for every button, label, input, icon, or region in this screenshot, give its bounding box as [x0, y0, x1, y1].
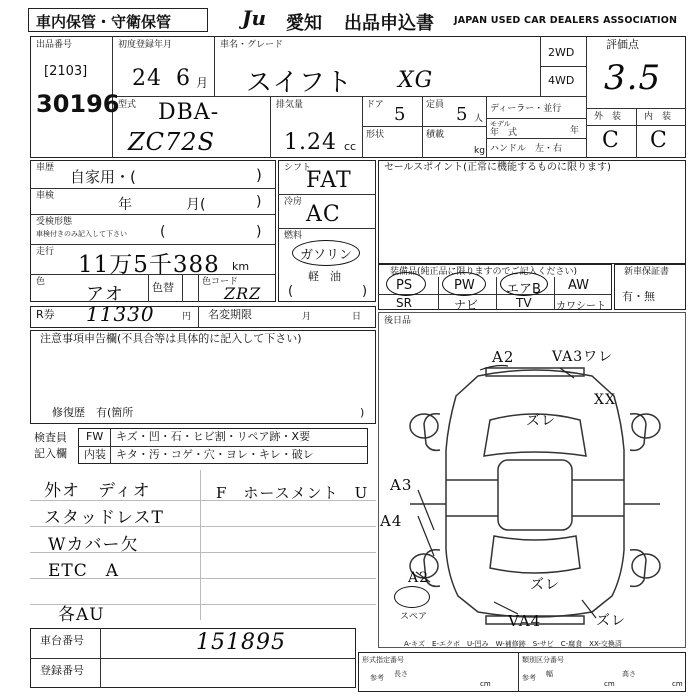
height-label: 高さ: [622, 670, 636, 678]
fw-items: キズ・凹・石・ヒビ割・リペア跡・X要: [116, 430, 311, 443]
registration-number-label: 登録番号: [40, 664, 84, 677]
equipment-label: 装備品(純正品に限りますのでご記入ください): [390, 267, 578, 277]
width-unit: cm: [604, 680, 615, 688]
interior-grade: C: [650, 128, 668, 153]
exterior-grade: C: [602, 128, 620, 153]
sales-points-box: [378, 160, 686, 264]
history-close: ): [256, 166, 262, 184]
storage-note: 車内保管・守衛保管: [36, 13, 172, 31]
shift-label: シフト: [284, 163, 312, 173]
doors-label: ドア: [366, 100, 384, 110]
warranty-value: 有・無: [622, 290, 655, 303]
load-label: 積載: [426, 130, 445, 140]
equipment-item-sr: SR: [396, 296, 412, 310]
color: アオ: [86, 284, 124, 305]
repair-close: ): [360, 406, 365, 419]
exterior-label: 外 装: [594, 112, 622, 122]
note-line-6: 各AU: [58, 605, 105, 625]
lot-number: 30196: [36, 90, 120, 118]
fuel-open: (: [288, 284, 294, 299]
circle-ps: [386, 272, 426, 296]
displacement-label: 排気量: [276, 100, 304, 110]
fuel-gasoline: ガソリン: [300, 248, 353, 263]
capacity-unit: 人: [474, 114, 484, 124]
registration-year: 24: [132, 66, 162, 91]
import-label: ディーラー・並行: [490, 104, 562, 114]
sales-points-label: セールスポイント(正常に機能するものに限ります): [384, 162, 611, 173]
note-line-1: 外オ ディオ: [44, 481, 151, 501]
warranty-label: 新車保証書: [624, 267, 670, 277]
fuel-close: ): [362, 284, 368, 299]
note-line-2: スタッドレスT: [44, 508, 164, 528]
damage-mark-a3: A3: [390, 476, 413, 494]
spare-tire-icon: [394, 586, 430, 608]
inspector-label-1: 検査員: [34, 431, 67, 444]
car-name: スイフト: [246, 68, 353, 98]
registration-label: 初度登録年月: [118, 40, 173, 50]
damage-mark-va3: VA3ワレ: [552, 349, 614, 365]
model-code: ZC72S: [128, 128, 216, 156]
note-line-4: ETC A: [48, 561, 120, 581]
lot-code: [2103]: [44, 64, 88, 79]
inspection-label: 車検: [36, 191, 55, 201]
capacity: 5: [456, 104, 469, 125]
inspection-month: 月(: [186, 197, 206, 213]
model-year-label-top: モデル: [490, 120, 511, 128]
ju-logo: Ju: [242, 6, 267, 30]
equipment-item-ps: PS: [396, 278, 413, 293]
note-line-5: F ホースメント U: [216, 484, 369, 502]
displacement: 1.24: [284, 130, 337, 155]
rating-score: 3.5: [604, 58, 662, 98]
rating-label: 評価点: [606, 38, 639, 51]
ref-label-1: 参考: [370, 674, 384, 682]
spare-label: スペア: [400, 612, 428, 622]
interior-items: キタ・汚・コゲ・穴・ヨレ・キレ・破レ: [116, 448, 314, 461]
height-unit: cm: [672, 680, 683, 688]
circle-pw: [442, 272, 486, 296]
lot-label: 出品番号: [36, 40, 73, 50]
handle-label: ハンドル 左・右: [490, 144, 563, 154]
notes-label: 注意事項申告欄(不具合等は具体的に記入して下さい): [40, 332, 302, 345]
form-title: 出品申込書: [344, 13, 434, 34]
mileage-label: 走行: [36, 247, 55, 257]
damage-mark-zure-mid: ズレ: [530, 577, 560, 593]
history-label: 車歴: [36, 163, 55, 173]
color-label: 色: [36, 277, 46, 287]
name-change-day: 日: [352, 312, 362, 322]
ac-value: AC: [306, 202, 341, 227]
damage-mark-a4: A4: [380, 512, 403, 530]
recycle-box: [30, 306, 376, 328]
recycle-unit: 円: [182, 312, 192, 322]
form-sub: 車検付きのみ記入して下さい: [36, 230, 127, 238]
fw-label: FW: [86, 430, 104, 443]
ref-label-2: 参考: [522, 674, 536, 682]
car-name-label: 車名・グレード: [220, 40, 284, 50]
shape-label: 形状: [366, 130, 385, 140]
mileage-unit: km: [232, 260, 250, 273]
form-open: (: [160, 224, 166, 240]
fuel-label: 燃料: [284, 231, 303, 241]
car-grade: XG: [398, 68, 434, 93]
shift-value: FAT: [306, 168, 352, 193]
color-code-label: 色コード: [202, 277, 239, 287]
equipment-item-navi: ナビ: [454, 298, 479, 312]
equipment-item-tv: TV: [516, 296, 532, 310]
length-label: 長さ: [394, 670, 408, 678]
doors: 5: [394, 104, 407, 125]
english-name: JAPAN USED CAR DEALERS ASSOCIATION: [454, 15, 678, 26]
name-change-month: 月: [302, 312, 312, 322]
category-label: 類別区分番号: [522, 656, 564, 664]
damage-legend: A-キズ E-エクボ U-凹み W-補修跡 S-サビ C-腐食 XX-交換済: [404, 640, 622, 648]
color-code: ZRZ: [224, 284, 262, 303]
form-close: ): [256, 224, 262, 240]
damage-mark-va4: VA4: [508, 612, 542, 630]
registration-month: 6: [176, 66, 191, 91]
circle-airbag: [500, 272, 548, 296]
inspection-year: 年: [118, 197, 132, 213]
width-label: 幅: [546, 670, 553, 678]
length-unit: cm: [480, 680, 491, 688]
load-unit: kg: [474, 146, 485, 156]
equipment-item-aw: AW: [568, 278, 590, 293]
capacity-label: 定員: [426, 100, 445, 110]
recycle-label: R券: [36, 308, 55, 321]
drive-2wd: 2WD: [548, 46, 575, 59]
form-label: 受検形態: [36, 217, 73, 227]
ac-label: 冷房: [284, 197, 303, 207]
type-designation-label: 形式指定番号: [362, 656, 404, 664]
damage-mark-zure-bottom: ズレ: [596, 613, 626, 629]
damage-mark-zure-top: ズレ: [526, 413, 556, 429]
history-value: 自家用・(: [70, 168, 136, 186]
equipment-item-leather: カワシート: [556, 301, 606, 312]
chassis-number: 151895: [196, 630, 286, 655]
damage-mark-a2-bottom: A2: [408, 570, 430, 586]
mileage: 11万5千388: [78, 252, 220, 278]
org-name: 愛知: [286, 13, 322, 34]
model-label: 型式: [118, 100, 137, 110]
chassis-label: 車台番号: [40, 634, 84, 647]
inspection-close: ): [256, 194, 262, 210]
model-year-label: 年 式: [490, 128, 518, 138]
damage-mark-xx: XX: [594, 392, 616, 408]
repair-label: 修復歴 有(箇所: [52, 406, 134, 419]
color-change-label: 色替: [152, 281, 174, 294]
registration-month-unit: 月: [196, 76, 209, 90]
inspector-label-2: 記入欄: [34, 447, 67, 460]
after-install-label: 後日品: [384, 316, 412, 326]
year-unit: 年: [570, 126, 580, 136]
name-change-label: 名変期限: [208, 308, 252, 321]
interior-label: 内 装: [644, 112, 672, 122]
damage-mark-a2-top: A2: [492, 348, 515, 366]
interior-check-label: 内装: [84, 448, 106, 461]
recycle-value: 11330: [86, 302, 155, 326]
equipment-item-airbag: エアB: [506, 282, 541, 297]
drive-4wd: 4WD: [548, 74, 575, 87]
fuel-light-oil: 軽 油: [308, 270, 341, 283]
model-prefix: DBA-: [158, 100, 220, 125]
note-line-3: Wカバー欠: [48, 535, 139, 555]
equipment-item-pw: PW: [454, 278, 475, 293]
displacement-unit: cc: [344, 140, 357, 153]
